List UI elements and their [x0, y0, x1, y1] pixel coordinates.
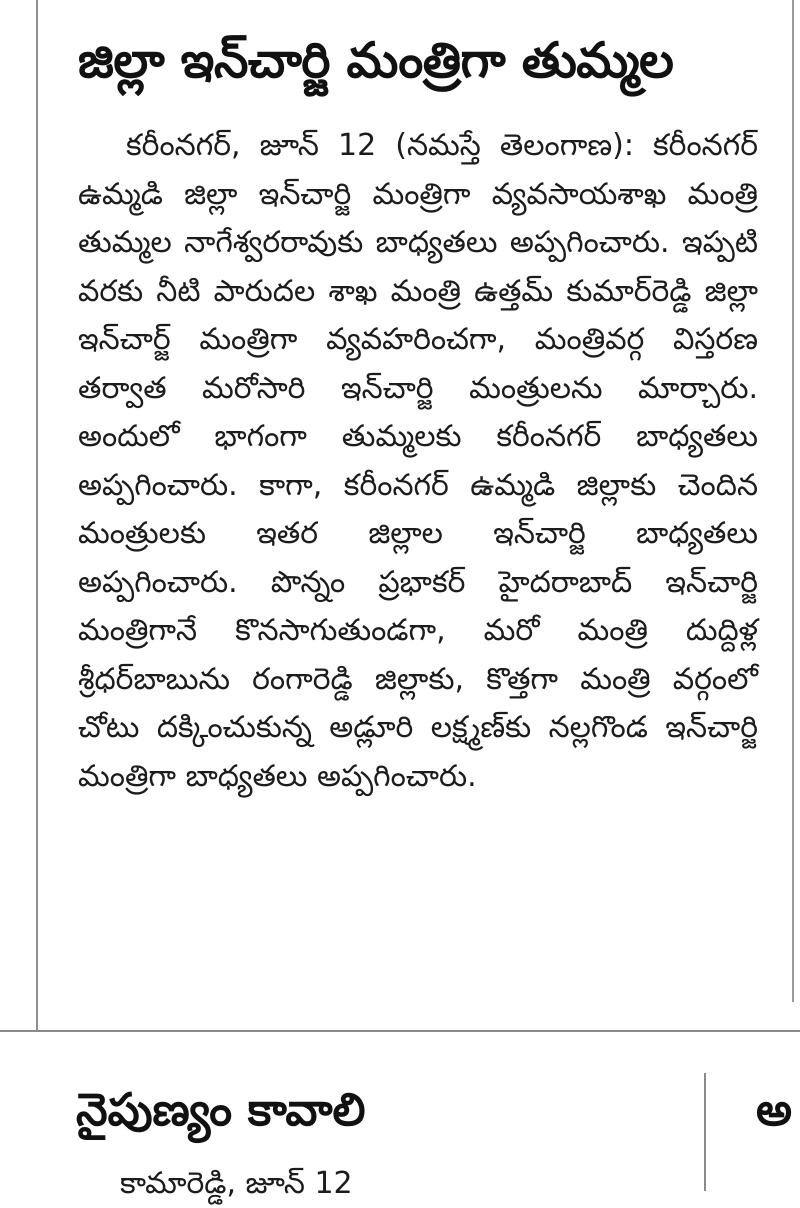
article-body: [78, 122, 758, 801]
column-rule-bottom: [704, 1073, 706, 1191]
next-article-headline: నైపుణ్యం కావాలి: [76, 1083, 366, 1136]
article-dateline: కరీంనగర్, జూన్ 12 (నమస్తే తెలంగాణ):: [126, 128, 653, 163]
article-headline: జిల్లా ఇన్‌చార్జి మంత్రిగా తుమ్మల: [78, 32, 674, 89]
section-divider: [0, 1030, 800, 1032]
article-body-text: కరీంనగర్ ఉమ్మడి జిల్లా ఇన్‌చార్జి మంత్రిగా వ్యవసాయశాఖ మంత్రి తుమ్మల నాగేశ్వరరావుకు బాధ్యతలు అప్పగించారు. ఇప్పటి వరకు నీటి పారుదల శాఖ మంత్రి ఉత్తమ్ కుమార్‌రెడ్డి జిల్లా ఇన్‌చార్జ్ మంత్రిగా వ్యవహరించగా, మంత్రివర్గ విస్తరణ తర్వాత మరోసారి ఇన్‌చార్జి మంత్రులను మార్చారు. అందులో భాగంగా తుమ్మలకు కరీంనగర్ బాధ్యతలు అప్పగించారు. కాగా, కరీంనగర్ ఉమ్మడి జిల్లాకు చెందిన మంత్రులకు ఇతర జిల్లాల ఇన్‌చార్జి బాధ్యతలు అప్పగించారు. పొన్నం ప్రభాకర్ హైదరాబాద్ ఇన్‌చార్జి మంత్రిగానే కొనసాగుతుండగా, మరో మంత్రి దుద్దిళ్ల శ్రీధర్‌బాబును రంగారెడ్డి జిల్లాకు, కొత్తగా మంత్రి వర్గంలో చోటు దక్కించుకున్న అడ్లూరి లక్ష్మణ్‌కు నల్లగొండ ఇన్‌చార్జి మంత్రిగా బాధ్యతలు అప్పగించారు.: [78, 128, 758, 794]
next-article-dateline: కామారెడ్డి, జూన్ 12: [120, 1166, 353, 1201]
column-rule-right: [792, 0, 794, 1002]
column-rule-left: [36, 0, 38, 1030]
side-article-headline: అ: [756, 1083, 793, 1136]
